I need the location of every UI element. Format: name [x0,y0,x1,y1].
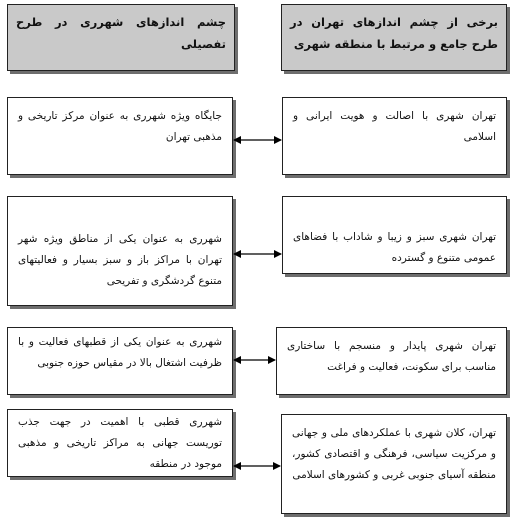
shahr-rey-vision-box-1: جایگاه ویژه شهرری به عنوان مرکز تاریخی و مذهبی تهران [7,97,233,175]
header-left: چشم اندازهای شهرری در طرح تفصیلی [7,4,235,71]
header-right: برخی از چشم اندازهای تهران در طرح جامع و مرتبط با منطقه شهری [281,4,507,71]
tehran-vision-box-1: تهران شهری با اصالت و هویت ایرانی و اسلامی [282,97,507,175]
tehran-vision-box-2: تهران شهری سبز و زیبا و شاداب با فضاهای عمومی متنوع و گسترده [282,196,507,274]
tehran-vision-box-3: تهران شهری پایدار و منسجم با ساختاری مناسب برای سکونت، فعالیت و فراغت [276,327,507,395]
shahr-rey-vision-box-3: شهرری به عنوان یکی از قطبهای فعالیت و با ظرفیت اشتغال بالا در مقیاس حوزه جنوبی [7,327,233,395]
shahr-rey-vision-box-4: شهرری قطبی با اهمیت در جهت جذب توریست جهانی به مراکز تاریخی و مذهبی موجود در منطقه [7,409,233,477]
tehran-vision-box-4: تهران، کلان شهری با عملکردهای ملی و جهانی و مرکزیت سیاسی، فرهنگی و اقتصادی کشور، منطقه آسیای جنوبی غربی و کشورهای اسلامی [281,414,507,514]
shahr-rey-vision-box-2: شهرری به عنوان یکی از مناطق ویژه شهر تهران با مراکز باز و سبز بسیار و فعالیتهای متنوع گردشگری و تفریحی [7,196,233,306]
